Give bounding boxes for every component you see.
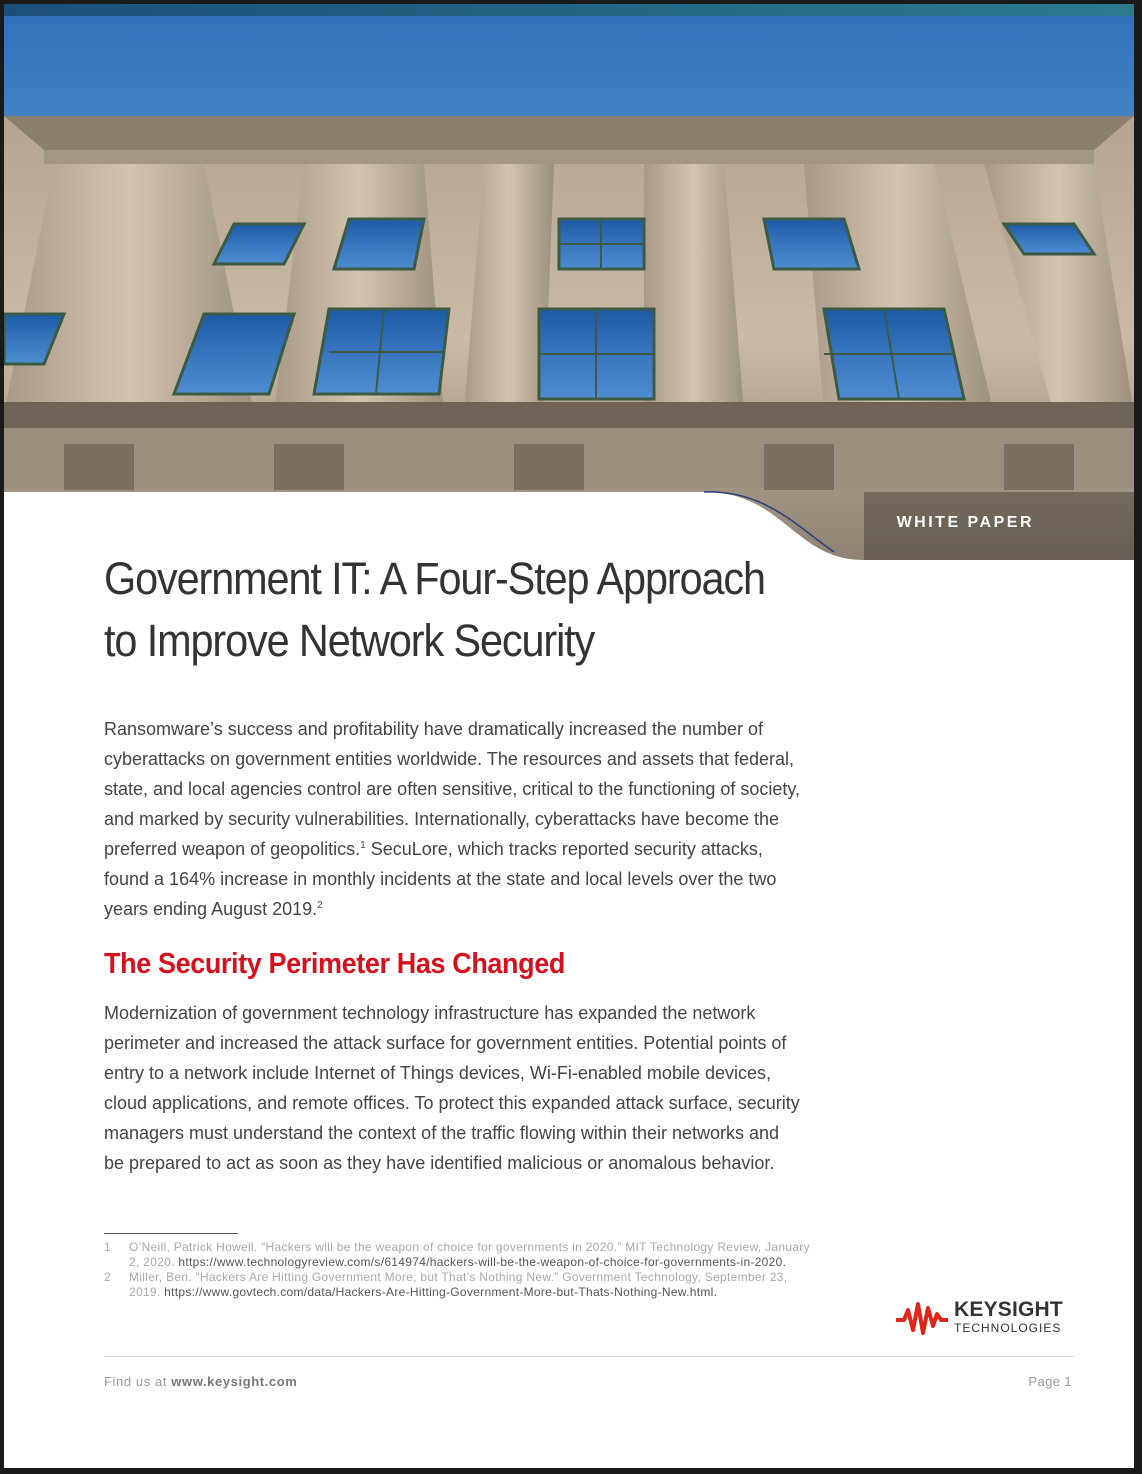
page-title: Government IT: A Four-Step Approach to Improve Network Security [104,553,765,666]
footnote-text [129,1240,814,1270]
section-heading: The Security Perimeter Has Changed [104,948,565,980]
footnote-number: 1 [104,1240,111,1254]
logo-name: KEYSIGHT [954,1298,1063,1321]
footnote-ref-1[interactable]: 1 [360,840,366,851]
footer-site-link[interactable]: www.keysight.com [171,1374,298,1389]
footnotes [104,1240,814,1300]
footnote-divider [104,1233,238,1234]
footnote-ref-2[interactable]: 2 [317,900,323,911]
footnote-link[interactable]: https://www.govtech.com/data/Hackers-Are-Hitting-Government-More-but-Thats-Nothing-New.html. [164,1285,718,1299]
footnote-1 [104,1240,814,1270]
footnote-2 [104,1270,814,1300]
keysight-logo [896,1298,1076,1338]
section-body: Modernization of government technology infrastructure has expanded the network perimeter and increased the attack surface for government entities. Potential points of entry to a network include Internet of Things devices, Wi-Fi-enabled mobile devices, cloud applications, and remote offices. To protect this expanded attack surface, security managers must understand the context of the traffic flowing within their networks and be prepared to act as soon as they have identified malicious or anomalous behavior. [104,1003,800,1173]
hero-building-image [4,4,1134,560]
footnote-link[interactable]: https://www.technologyreview.com/s/614974/hackers-will-be-the-weapon-of-choice-for-governments-in-2020. [178,1255,787,1269]
intro-text-a: Ransomware’s success and profitability have dramatically increased the number of cyberattacks on government entities worldwide. The resources and assets that federal, state, and local agencies control are often sensitive, critical to the functioning of society, and marked by security vulnerabilities. Internationally, cyberattacks have become the preferred weapon of geopolitics. [104,719,801,859]
footer-find-prefix: Find us at [104,1374,172,1389]
intro-text-b: SecuLore, which tracks reported security attacks, found a 164% increase in monthly incidents at the state and local levels over the two years ending August 2019. [104,839,777,919]
logo-subtitle: TECHNOLOGIES [954,1321,1062,1335]
footer-find-us [104,1374,297,1389]
white-paper-label: WHITE PAPER [896,514,1034,531]
intro-paragraph [104,714,804,924]
footnote-text [129,1270,814,1300]
keysight-wave-icon [896,1300,948,1336]
footnote-citation: Miller, Ben. “Hackers Are Hitting Government More, but That’s Nothing New.” Government Technology, September 23, 2019. [129,1270,788,1299]
footnote-number: 2 [104,1270,111,1284]
page-number: Page 1 [1028,1374,1072,1389]
footer-divider [104,1356,1074,1357]
footnote-citation: O’Neill, Patrick Howell. “Hackers will be the weapon of choice for governments in 2020.” MIT Technology Review, January 2, 2020. [129,1240,810,1269]
